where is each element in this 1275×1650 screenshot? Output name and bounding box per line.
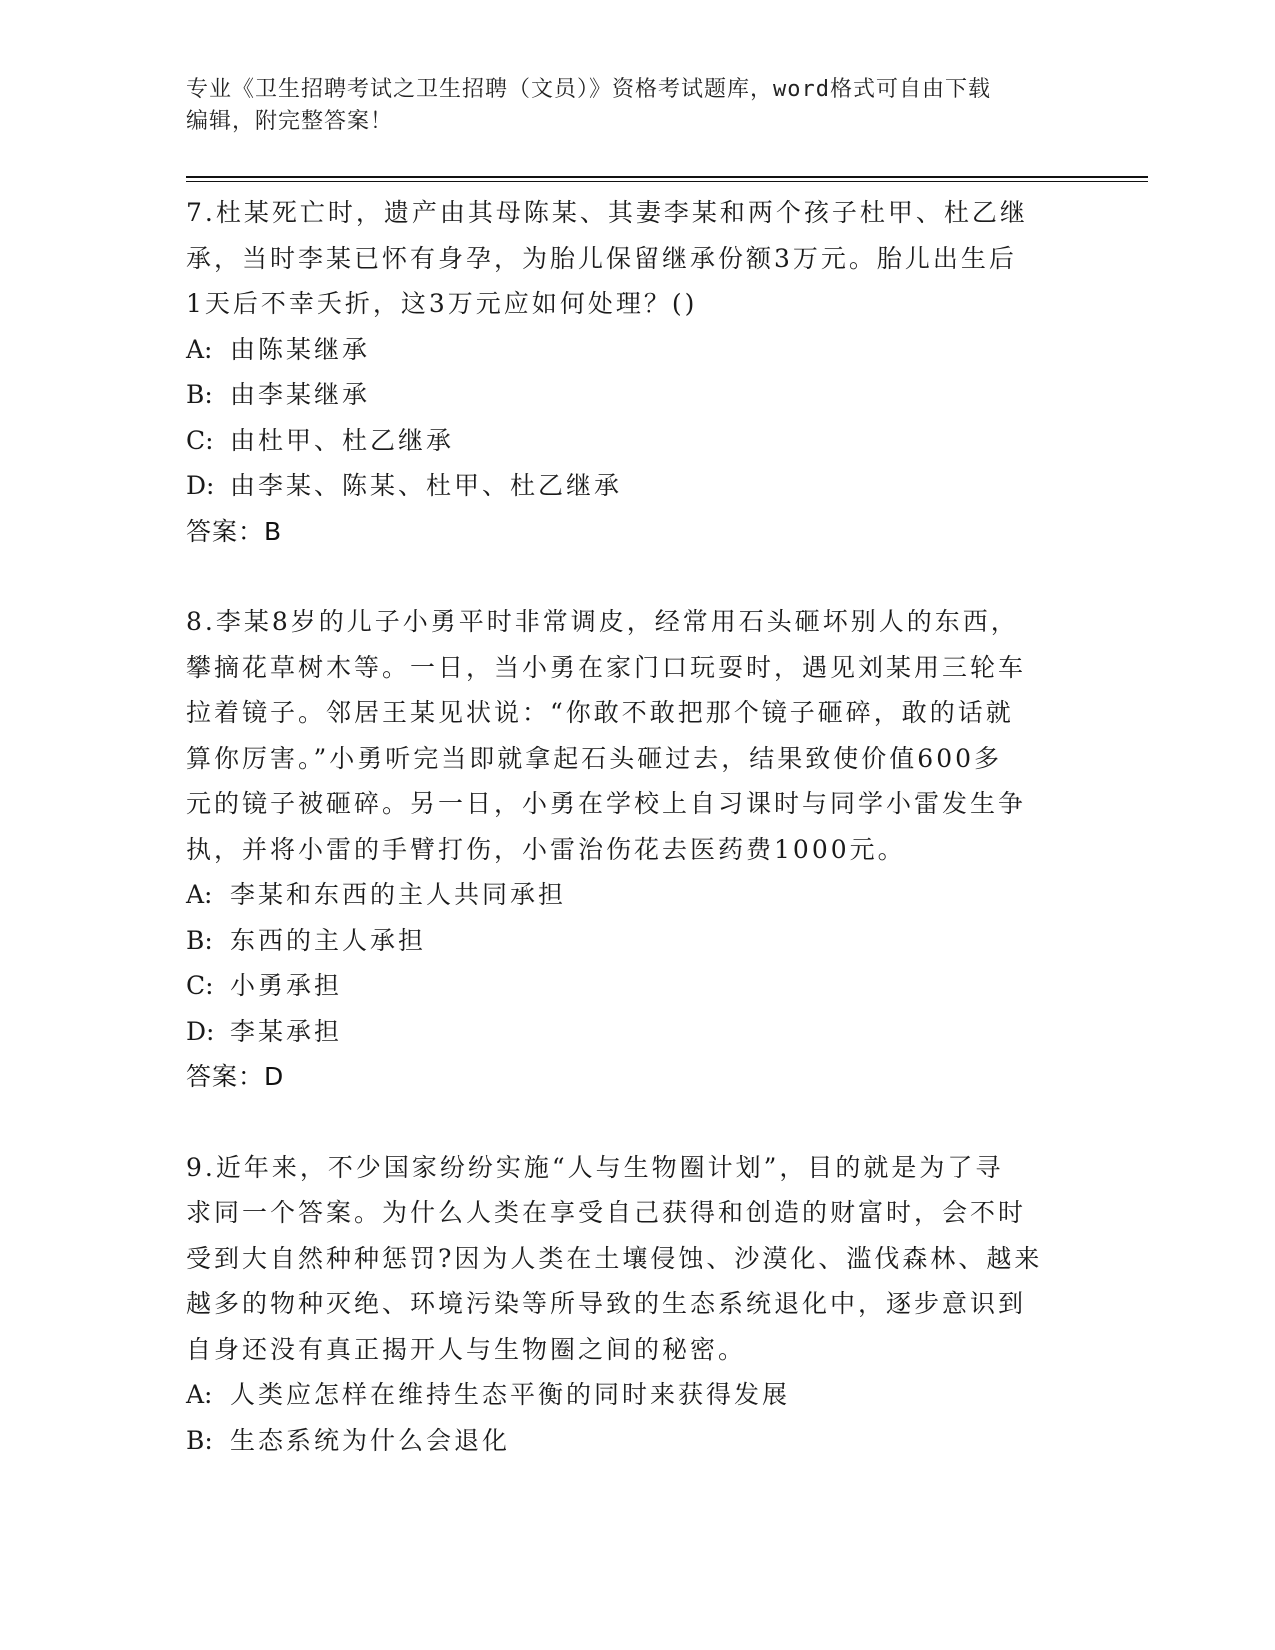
answer-line: 答案：D: [186, 1062, 285, 1091]
option-key: C:: [186, 971, 214, 1000]
question-list: [186, 190, 1076, 1463]
option-c: [186, 963, 1076, 1009]
option-text: 东西的主人承担: [230, 925, 427, 955]
header-divider-thin: [186, 181, 1148, 182]
option-key: B:: [186, 380, 213, 409]
stem-line: 1天后不幸夭折，这3万元应如何处理？(): [186, 289, 698, 318]
document-header: [186, 74, 1086, 138]
question-stem: [186, 1145, 1076, 1373]
option-key: B:: [186, 1425, 213, 1455]
stem-line: 8.李某8岁的儿子小勇平时非常调皮，经常用石头砸坏别人的东西，: [186, 607, 1019, 636]
option-d: [186, 1009, 1076, 1055]
option-c: [186, 418, 1076, 464]
option-b: [186, 1418, 1076, 1464]
stem-line: 拉着镜子。邻居王某见状说：“你敢不敢把那个镜子砸碎，敢的话就: [186, 698, 1014, 727]
option-b: [186, 918, 1076, 964]
option-text: 李某和东西的主人共同承担: [230, 880, 567, 909]
answer-line: 答案：B: [186, 516, 283, 546]
stem-line: 越多的物种灭绝、环境污染等所导致的生态系统退化中，逐步意识到: [186, 1289, 1027, 1318]
option-key: A:: [186, 880, 213, 909]
stem-line: 承，当时李某已怀有身孕，为胎儿保留继承份额3万元。胎儿出生后: [186, 243, 1017, 273]
stem-line: 执，并将小雷的手臂打伤，小雷治伤花去医药费1000元。: [186, 834, 906, 864]
stem-line: 7.杜某死亡时，遗产由其母陈某、其妻李某和两个孩子杜甲、杜乙继: [186, 198, 1028, 227]
option-text: 由李某继承: [230, 380, 371, 409]
question-stem: [186, 190, 1076, 327]
stem-line: 求同一个答案。为什么人类在享受自己获得和创造的财富时，会不时: [186, 1198, 1027, 1227]
option-key: B:: [186, 925, 213, 955]
option-a: [186, 872, 1076, 918]
stem-line: 受到大自然种种惩罚?因为人类在土壤侵蚀、沙漠化、滥伐森林、越来: [186, 1243, 1043, 1273]
question-spacer: [186, 1100, 1076, 1145]
option-key: D:: [186, 1016, 215, 1046]
stem-line: 攀摘花草树木等。一日，当小勇在家门口玩耍时，遇见刘某用三轮车: [186, 652, 1027, 682]
question-stem: [186, 599, 1076, 872]
option-a: [186, 327, 1076, 373]
stem-line: 元的镜子被砸碎。另一日，小勇在学校上自习课时与同学小雷发生争: [186, 789, 1027, 818]
question-7: [186, 190, 1076, 554]
question-9: [186, 1145, 1076, 1464]
option-text: 由杜甲、杜乙继承: [230, 425, 455, 455]
option-key: A:: [186, 1380, 213, 1409]
stem-line: 算你厉害。”小勇听完当即就拿起石头砸过去，结果致使价值600多: [186, 743, 1003, 773]
header-line-2: 编辑，附完整答案！: [186, 109, 394, 134]
question-8: [186, 599, 1076, 1100]
option-text: 生态系统为什么会退化: [230, 1425, 511, 1455]
header-divider-thick: [186, 176, 1148, 178]
stem-line: 9.近年来，不少国家纷纷实施“人与生物圈计划”，目的就是为了寻: [186, 1152, 1004, 1182]
option-key: D:: [186, 471, 215, 500]
header-line-1: 专业《卫生招聘考试之卫生招聘（文员）》资格考试题库，word格式可自由下载: [186, 77, 991, 102]
option-text: 由陈某继承: [230, 334, 371, 364]
option-key: A:: [186, 334, 213, 364]
option-key: C:: [186, 425, 214, 455]
option-a: [186, 1372, 1076, 1418]
option-b: [186, 372, 1076, 418]
option-text: 人类应怎样在维持生态平衡的同时来获得发展: [230, 1380, 791, 1409]
question-spacer: [186, 554, 1076, 599]
option-d: [186, 463, 1076, 509]
option-text: 小勇承担: [230, 971, 343, 1000]
option-text: 李某承担: [230, 1016, 343, 1046]
stem-line: 自身还没有真正揭开人与生物圈之间的秘密。: [186, 1334, 747, 1364]
option-text: 由李某、陈某、杜甲、杜乙继承: [230, 471, 623, 500]
